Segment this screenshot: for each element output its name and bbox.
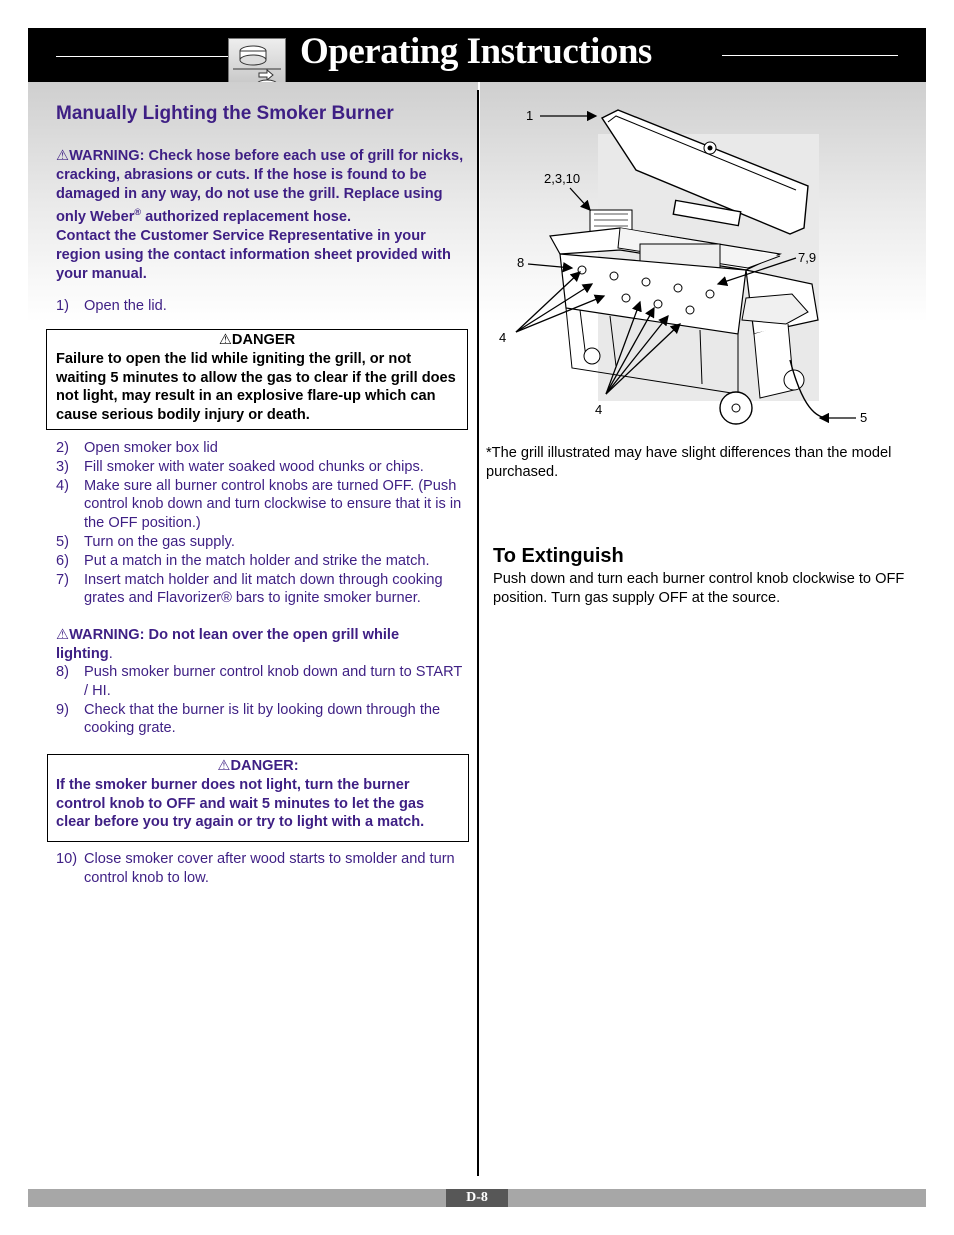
list-item: 4) Make sure all burner control knobs are turned OFF. (Push control knob down and turn clockwise to ensure that it is in the OFF position.)	[56, 477, 462, 532]
callout-2-3-10: 2,3,10	[544, 171, 581, 186]
section-title-manual-lighting: Manually Lighting the Smoker Burner	[56, 103, 394, 124]
warning-triangle-icon: ⚠	[56, 148, 70, 164]
lean-warning: ⚠WARNING: Do not lean over the open grill while lighting.	[56, 627, 400, 662]
header-rule-left	[56, 56, 228, 57]
callout-8: 8	[517, 255, 525, 270]
step-list-3	[56, 663, 468, 738]
step-list-4	[56, 850, 468, 888]
danger-box-lid	[46, 329, 468, 430]
list-item: 1) Open the lid.	[56, 298, 167, 314]
danger-body: If the smoker burner does not light, turn the burner control knob to OFF and wait 5 minutes to let the gas clear before you try again or try to light with a match.	[56, 776, 425, 831]
page-number: D-8	[446, 1189, 508, 1207]
list-item: 3) Fill smoker with water soaked wood chunks or chips.	[56, 458, 424, 475]
page-title: Operating Instructions	[300, 31, 652, 72]
list-item: 10) Close smoker cover after wood starts to smolder and turn control knob to low.	[56, 851, 455, 886]
hose-warning-text: WARNING: Check hose before each use of grill for nicks, cracking, abrasions or cuts. If the hose is found to be damaged in any way, do not use the grill. Replace using only Weber	[56, 148, 464, 226]
warning-triangle-icon: ⚠	[218, 332, 232, 348]
step-list-1	[56, 297, 468, 316]
illustration-caption: *The grill illustrated may have slight differences than the model purchased.	[486, 445, 892, 480]
registered-mark: ®	[134, 207, 142, 218]
customer-service-note: Contact the Customer Service Representative in your region using the contact information sheet provided with your manual.	[56, 228, 451, 282]
list-item: 9) Check that the burner is lit by looking down through the cooking grate.	[56, 701, 441, 737]
hose-warning	[56, 147, 468, 283]
danger-title: ⚠DANGER	[218, 332, 296, 348]
danger-title: ⚠DANGER:	[217, 758, 299, 774]
callout-1: 1	[526, 108, 534, 123]
callout-4-bottom: 4	[595, 402, 603, 417]
list-item: 7) Insert match holder and lit match down through cooking grates and Flavorizer® bars to ignite smoker burner.	[56, 571, 443, 607]
callout-7-9: 7,9	[798, 250, 817, 265]
header-rule-right	[722, 55, 898, 56]
danger-box-smoker	[47, 754, 469, 842]
hose-warning-text-end: authorized replacement hose.	[141, 209, 352, 226]
warning-triangle-icon: ⚠	[217, 758, 231, 774]
callout-5: 5	[860, 410, 868, 425]
grill-illustration	[490, 98, 890, 438]
list-item: 5) Turn on the gas supply.	[56, 533, 235, 550]
callout-4-left: 4	[499, 330, 507, 345]
danger-body: Failure to open the lid while igniting the grill, or not waiting 5 minutes to allow the gas to clear if the grill does not light, may result in an explosive flare-up which can cause serious bodily injury or death.	[56, 350, 456, 424]
step-list-2	[56, 439, 468, 608]
warning-triangle-icon: ⚠	[56, 627, 70, 643]
list-item: 6) Put a match in the match holder and strike the match.	[56, 552, 430, 569]
section-title-extinguish: To Extinguish	[493, 545, 624, 567]
list-item: 2) Open smoker box lid	[56, 440, 218, 456]
list-item: 8) Push smoker burner control knob down and turn to START / HI.	[56, 664, 463, 699]
column-divider	[477, 90, 479, 1176]
extinguish-text: Push down and turn each burner control knob clockwise to OFF position. Turn gas supply OFF at the source.	[493, 571, 905, 606]
